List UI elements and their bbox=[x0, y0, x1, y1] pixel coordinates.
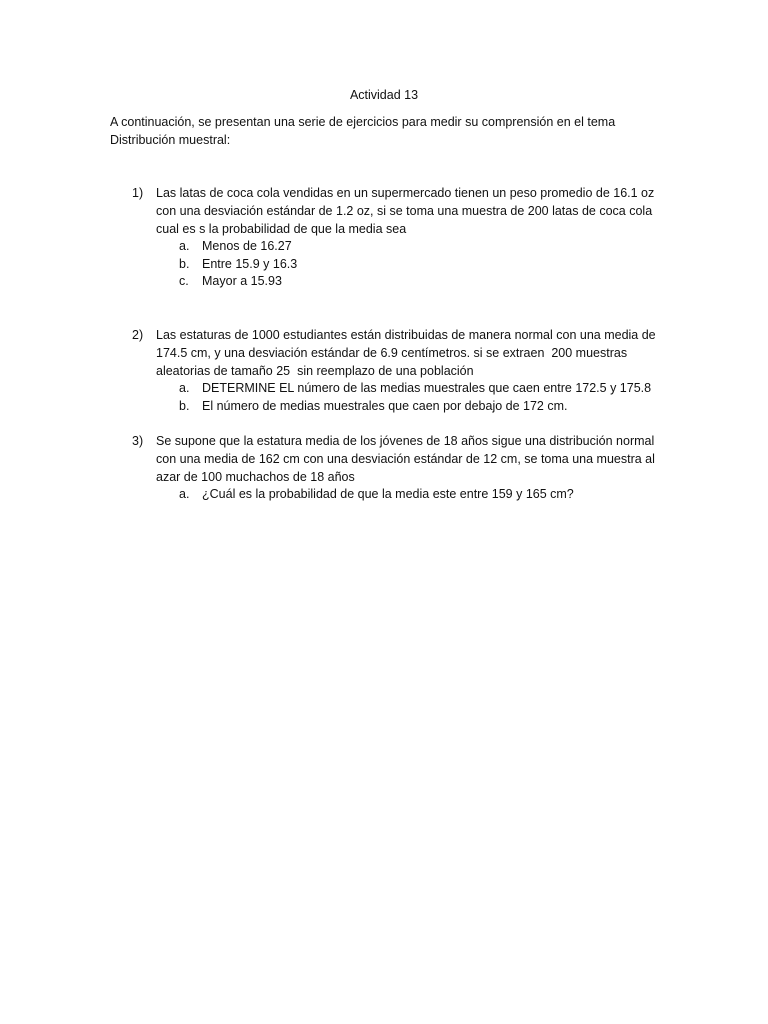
sub-item-list bbox=[132, 486, 662, 504]
intro-paragraph: A continuación, se presentan una serie de ejercicios para medir su comprensión en el tema Distribución muestral: bbox=[110, 115, 616, 147]
sub-item bbox=[132, 273, 662, 291]
question-number: 3) bbox=[132, 434, 144, 448]
sub-item-list bbox=[132, 380, 662, 415]
question-2 bbox=[132, 326, 662, 415]
sub-item-list bbox=[132, 238, 662, 291]
sub-item-text: Entre 15.9 y 16.3 bbox=[202, 256, 298, 271]
question-number: 1) bbox=[132, 186, 144, 200]
sub-item bbox=[132, 256, 662, 274]
sub-item-text: Menos de 16.27 bbox=[202, 239, 292, 253]
sub-item-text: El número de medias muestrales que caen por debajo de 172 cm. bbox=[202, 398, 568, 413]
sub-item-letter: b. bbox=[179, 256, 190, 271]
document-title: Actividad 13 bbox=[349, 88, 419, 102]
sub-item-text: ¿Cuál es la probabilidad de que la media este entre 159 y 165 cm? bbox=[202, 487, 574, 501]
sub-item bbox=[132, 486, 662, 504]
sub-item bbox=[132, 380, 662, 398]
sub-item-letter: a. bbox=[179, 381, 190, 395]
question-text: Se supone que la estatura media de los jóvenes de 18 años sigue una distribución normal con una media de 162 cm con una desviación estándar de 12 cm, se toma una muestra al azar de 100 muchachos de 18 años bbox=[156, 434, 659, 484]
sub-item-text: Mayor a 15.93 bbox=[202, 274, 282, 288]
sub-item bbox=[132, 238, 662, 256]
sub-item-letter: c. bbox=[179, 274, 189, 288]
question-text: Las estaturas de 1000 estudiantes están distribuidas de manera normal con una media de 174.5 cm, y una desviación estándar de 6.9 centímetros. si se extraen 200 muestras aleatorias de tamaño 25 sin reemplazo de una población bbox=[156, 328, 660, 378]
sub-item-text: DETERMINE EL número de las medias muestrales que caen entre 172.5 y 175.8 bbox=[202, 381, 652, 395]
question-3 bbox=[132, 432, 662, 504]
sub-item bbox=[132, 398, 662, 416]
sub-item-letter: b. bbox=[179, 398, 190, 413]
sub-item-letter: a. bbox=[179, 239, 190, 253]
sub-item-letter: a. bbox=[179, 487, 190, 501]
question-text: Las latas de coca cola vendidas en un supermercado tienen un peso promedio de 16.1 oz con una desviación estándar de 1.2 oz, si se toma una muestra de 200 latas de coca cola cual es s la probabilidad de que la media sea bbox=[156, 186, 658, 236]
question-number: 2) bbox=[132, 328, 144, 342]
question-1 bbox=[132, 184, 662, 291]
